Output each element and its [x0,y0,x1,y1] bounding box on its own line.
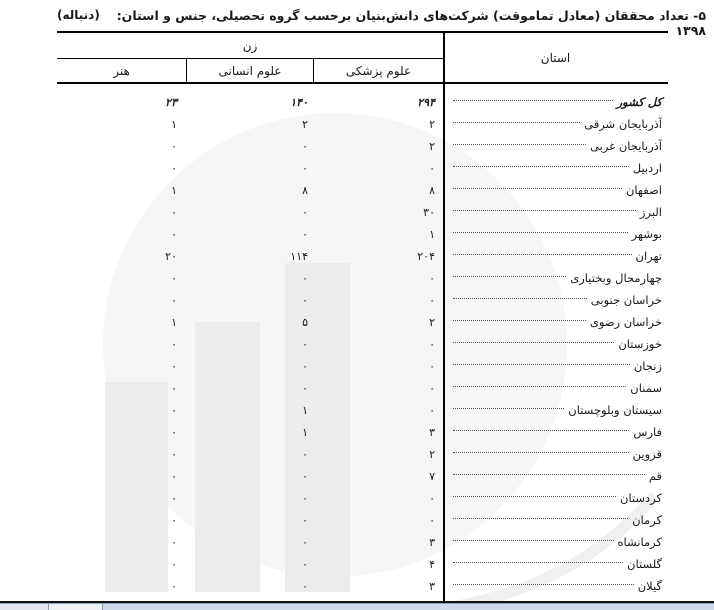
province-column-divider [443,33,445,602]
province-label: کرمان [632,513,662,527]
art-value: ۰ [171,403,177,417]
medical-value: ۰ [429,403,435,417]
province-label: خراسان رضوی [589,315,662,329]
header-medical-sciences: علوم پزشکی [345,63,412,78]
dotted-leader [453,297,587,299]
table-row [57,443,668,465]
humanities-value: ۰ [302,227,308,241]
province-label: کردستان [620,491,662,505]
dotted-leader [453,407,564,409]
page-title: ۵- تعداد محققان (معادل تماموقت) شرکت‌های دانش‌بنیان برحسب گروه تحصیلی، جنس و استان: ۱۳۹۸ [116,8,706,38]
humanities-value: ۰ [302,205,308,219]
art-value: ۰ [171,535,177,549]
art-value: ۰ [171,161,177,175]
province-cell [443,579,668,593]
scrollbar-corner [0,604,48,610]
art-value: ۰ [171,359,177,373]
header-humanities: علوم انسانی [186,59,314,82]
statistics-table [57,31,668,602]
medical-value: ۰ [429,381,435,395]
humanities-value: ۰ [302,337,308,351]
humanities-value: ۰ [302,579,308,593]
humanities-value: ۰ [302,513,308,527]
medical-value: ۰ [429,337,435,351]
table-row [57,157,668,179]
art-value: ۰ [171,271,177,285]
humanities-value: ۰ [302,161,308,175]
table-row [57,245,668,267]
province-label: اصفهان [625,183,662,197]
art-value: ۰ [171,227,177,241]
medical-value: ۳ [429,579,435,593]
medical-value: ۳ [429,535,435,549]
title-bar [57,8,706,38]
province-cell [443,337,668,351]
province-label: آذربایجان غربی [590,139,662,153]
province-cell [443,513,668,527]
dotted-leader [453,341,614,343]
medical-value: ۲۰۴ [417,249,435,263]
medical-value: ۰ [429,359,435,373]
art-value: ۰ [171,557,177,571]
dotted-leader [453,209,636,211]
province-label: گیلان [637,579,662,593]
province-cell [443,535,668,549]
dotted-leader [453,495,616,497]
art-value: ۰ [171,513,177,527]
scrollbar-thumb[interactable] [48,604,103,610]
medical-value: ۸ [429,183,435,197]
art-value: ۰ [171,205,177,219]
art-value: ۰ [171,469,177,483]
header-women-group [57,33,443,82]
humanities-value: ۰ [302,469,308,483]
humanities-value: ۱ [302,403,308,417]
province-label: کل کشور [616,95,662,109]
humanities-value: ۰ [302,491,308,505]
table-row [57,575,668,597]
humanities-value: ۰ [302,359,308,373]
scrollbar-track[interactable] [0,603,714,610]
medical-value: ۳۰ [423,205,435,219]
dotted-leader [453,385,626,387]
art-value: ۱ [171,117,177,131]
art-value: ۰ [171,139,177,153]
table-body [57,84,668,597]
province-cell [443,447,668,461]
art-value: ۲۰ [165,249,177,263]
province-cell [443,117,668,131]
humanities-value: ۲ [302,117,308,131]
dotted-leader [453,517,628,519]
dotted-leader [453,275,566,277]
province-cell [443,249,668,263]
dotted-leader [453,165,629,167]
art-value: ۰ [171,491,177,505]
table-row [57,465,668,487]
medical-value: ۰ [429,271,435,285]
table-row [57,553,668,575]
dotted-leader [453,561,623,563]
table-row [57,333,668,355]
dotted-leader [453,187,622,189]
province-cell [443,469,668,483]
table-row [57,179,668,201]
dotted-leader [453,363,630,365]
humanities-value: ۰ [302,535,308,549]
medical-value: ۴ [429,557,435,571]
province-label: آذربایجان شرقی [584,117,662,131]
header-province: استان [540,50,571,65]
dotted-leader [453,319,586,321]
humanities-value: ۰ [302,381,308,395]
humanities-value: ۱ [302,425,308,439]
province-cell [443,205,668,219]
art-value: ۰ [171,425,177,439]
humanities-value: ۱۱۴ [290,249,308,263]
medical-value: ۰ [429,293,435,307]
header-subrow [57,59,443,82]
province-cell [443,183,668,197]
table-row [57,113,668,135]
dotted-leader [453,583,634,585]
humanities-value: ۵ [302,315,308,329]
table-row [57,223,668,245]
dotted-leader [453,231,628,233]
dotted-leader [453,121,580,123]
medical-value: ۲ [429,447,435,461]
medical-value: ۷ [429,469,435,483]
continuation-label: (دنباله) [57,8,100,22]
province-label: تهران [635,249,662,263]
dotted-leader [453,99,613,101]
table-row [57,355,668,377]
table-row [57,531,668,553]
header-art: هنر [113,63,130,78]
art-value: ۰ [171,293,177,307]
table-row [57,487,668,509]
province-cell [443,139,668,153]
medical-value: ۲۹۴ [417,95,435,109]
medical-value: ۲ [429,117,435,131]
medical-value: ۱ [429,227,435,241]
province-label: گلستان [627,557,662,571]
table-row [57,399,668,421]
medical-value: ۳ [429,425,435,439]
art-value: ۰ [171,337,177,351]
province-cell [443,491,668,505]
dotted-leader [453,473,645,475]
province-label: سیستان وبلوچستان [568,403,662,417]
province-label: سمنان [630,381,662,395]
medical-value: ۲ [429,139,435,153]
province-label: خراسان جنوبی [590,293,662,307]
province-cell [443,95,668,109]
dotted-leader [453,253,632,255]
art-value: ۲۳ [165,95,177,109]
province-cell [443,293,668,307]
province-label: البرز [639,205,662,219]
province-label: چهارمحال وبختیاری [570,271,662,285]
dotted-leader [453,429,629,431]
province-label: قم [648,469,662,483]
table-row [57,267,668,289]
medical-value: ۰ [429,513,435,527]
art-value: ۱ [171,183,177,197]
art-value: ۰ [171,381,177,395]
table-header [57,33,668,84]
medical-value: ۰ [429,161,435,175]
table-row [57,201,668,223]
table-row [57,509,668,531]
province-cell [443,315,668,329]
humanities-value: ۸ [302,183,308,197]
humanities-value: ۰ [302,139,308,153]
dotted-leader [453,451,629,453]
province-label: فارس [633,425,662,439]
dotted-leader [453,143,586,145]
province-label: اردبیل [632,161,662,175]
art-value: ۱ [171,315,177,329]
header-women-label: زن [57,33,443,59]
table-row [57,311,668,333]
province-cell [443,227,668,241]
province-label: بوشهر [631,227,662,241]
medical-value: ۰ [429,491,435,505]
art-value: ۰ [171,447,177,461]
province-cell [443,161,668,175]
medical-value: ۲ [429,315,435,329]
humanities-value: ۰ [302,293,308,307]
table-row [57,421,668,443]
province-label: خوزستان [618,337,662,351]
province-cell [443,557,668,571]
province-cell [443,359,668,373]
province-cell [443,271,668,285]
province-cell [443,425,668,439]
table-row [57,91,668,113]
art-value: ۰ [171,579,177,593]
province-cell [443,381,668,395]
province-cell [443,403,668,417]
humanities-value: ۰ [302,557,308,571]
province-label: کرمانشاه [617,535,662,549]
humanities-value: ۱۴۰ [290,95,308,109]
humanities-value: ۰ [302,447,308,461]
humanities-value: ۰ [302,271,308,285]
province-label: زنجان [633,359,662,373]
table-row [57,289,668,311]
dotted-leader [453,539,614,541]
table-row [57,377,668,399]
table-row [57,135,668,157]
province-label: قزوین [632,447,662,461]
